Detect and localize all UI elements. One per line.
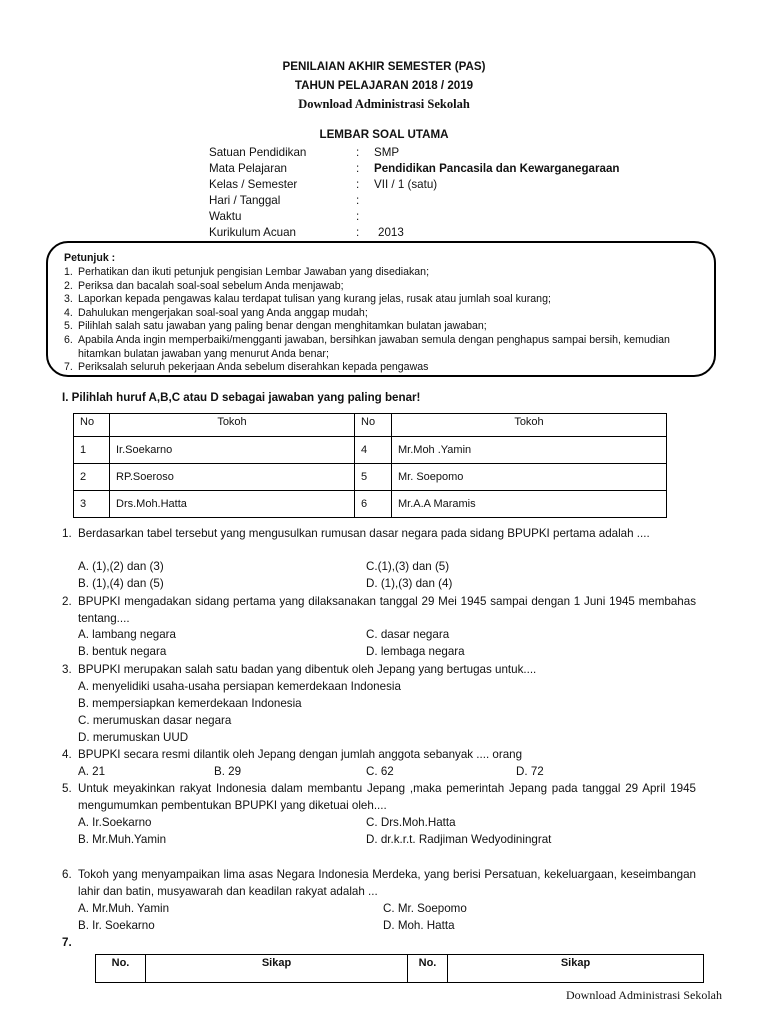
option-c: C. dasar negara: [366, 628, 450, 641]
source-line: Download Administrasi Sekolah: [298, 97, 470, 111]
option-a: A. 21: [78, 765, 106, 778]
instructions-box: [46, 241, 716, 377]
question-2: 2. BPUPKI mengadakan sidang pertama yang dilaksanakan tanggal 29 Mei 1945 sampai dengan 1 Juni 1945 membahas tentang....: [62, 595, 696, 625]
option-c: C. Mr. Soepomo: [383, 902, 467, 915]
instruction-item: 1. Perhatikan dan ikuti petunjuk pengisian Lembar Jawaban yang disediakan;: [64, 266, 430, 278]
question-6: 6. Tokoh yang menyampaikan lima asas Negara Indonesia Merdeka, yang berisi Persatuan, kekeluargaan, keseimbangan lahir dan batin, musyawarah dan keadilan rakyat adalah ...: [62, 868, 696, 898]
instruction-item: 6. Apabila Anda ingin memperbaiki/mengganti jawaban, bersihkan jawaban semula dengan penghapus sampai bersih, kemudian hitamkan bulatan jawaban yang menurut Anda benar;: [64, 333, 670, 360]
page-footer: Download Administrasi Sekolah: [566, 988, 722, 1002]
option-b: B. 29: [214, 765, 242, 778]
table-header-row: No. Sikap No. Sikap: [96, 955, 704, 983]
option-b: B. (1),(4) dan (5): [78, 577, 164, 590]
option-b: B. mempersiapkan kemerdekaan Indonesia: [78, 697, 302, 710]
table-row: 1 Ir.Soekarno 4 Mr.Moh .Yamin: [74, 437, 667, 464]
question-3: 3. BPUPKI merupakan salah satu badan yang dibentuk oleh Jepang yang bertugas untuk....: [62, 663, 537, 676]
instruction-item: 7. Periksalah seluruh pekerjaan Anda sebelum diserahkan kepada pengawas: [64, 361, 429, 374]
option-c: C.(1),(3) dan (5): [366, 560, 450, 573]
sheet-title: LEMBAR SOAL UTAMA: [319, 128, 449, 141]
document-page: PENILAIAN AKHIR SEMESTER (PAS) TAHUN PELAJARAN 2018 / 2019 Download Administrasi Sekolah LEMBAR SOAL UTAMA Satuan Pendidikan : SMP Mata Pelajaran : Pendidikan Pancasila dan Kewarganegaraan Kelas / Semester : VII / 1 (satu) Hari / Tanggal : Waktu : Kurikulum Acuan : 2013 Petunjuk : 1. Perhatikan dan ikuti petunjuk pengisian Lembar Jawaban yang disediakan; 2. Periksa dan bacalah soal-soal sebelum Anda menjawab; 3. Laporkan kepada pengawas kalau terdapat tulisan yang kurang jelas, rusak atau jumlah soal kurang; 4. Dahulukan mengerjakan soal-soal yang Anda anggap mudah; 5. Pilihlah salah satu jawaban yang paling benar dengan menghitamkan bulatan jawaban; 6. Apabila Anda ingin memperbaiki/mengganti jawaban, bersihkan jawaban semula dengan penghapus sampai bersih, kemudian hitamkan bulatan jawaban yang menurut Anda benar; 7. Periksalah seluruh pekerjaan Anda sebelum diserahkan kepada pengawas I. Pilihlah huruf A,B,C atau D sebagai jawaban yang paling benar! No Tokoh No Tokoh 1 Ir.Soekarno 4 Mr.Moh .Yamin 2 RP.Soeroso 5 Mr. Soepomo 3 Drs.Moh.Hatta 6 Mr.A.A Maramis 1. Berdasarkan tabel tersebut yang mengusulkan rumusan dasar negara pada sidang BPUPKI pertama adalah .... A. (1),(2) dan (3) C.(1),(3) dan (5) B. (1),(4) dan (5) D. (1),(3) dan (4) 2. BPUPKI mengadakan sidang pertama yang dilaksanakan tanggal 29 Mei 1945 sampai dengan 1 Juni 1945 membahas tentang.... A. lambang negara C. dasar negara B. bentuk negara D. lembaga negara 3. BPUPKI merupakan salah satu badan yang dibentuk oleh Jepang yang bertugas untuk.... A. menyelidiki usaha-usaha persiapan kemerdekaan Indonesia B. mempersiapkan kemerdekaan Indonesia C. merumuskan dasar negara D. merumuskan UUD 4. BPUPKI secara resmi dilantik oleh Jepang dengan jumlah anggota sebanyak .... orang A. 21 B. 29 C. 62 D. 72 5. Untuk meyakinkan rakyat Indonesia dalam membantu Jepang ,maka pemerintah Jepang pada tanggal 29 April 1945 mengumumkan pembentukan BPUPKI yang diketuai oleh.... A. Ir.Soekarno C. Drs.Moh.Hatta B. Mr.Muh.Yamin D. dr.k.r.t. Radjiman Wedyodiningrat 6. Tokoh yang menyampaikan lima asas Negara Indonesia Merdeka, yang berisi Persatuan, kekeluargaan, keseimbangan lahir dan batin, musyawarah dan keadilan rakyat adalah ... A. Mr.Muh. Yamin C. Mr. Soepomo B. Ir. Soekarno D. Moh. Hatta 7. No. Sikap No. Sikap Download Administrasi Sekolah: [0, 0, 768, 1024]
instructions-title: Petunjuk :: [64, 252, 116, 264]
option-d: D. lembaga negara: [366, 645, 465, 658]
instructions-list: [64, 266, 700, 375]
sikap-table: [95, 954, 704, 983]
instruction-item: 3. Laporkan kepada pengawas kalau terdapat tulisan yang kurang jelas, rusak atau jumlah soal kurang;: [64, 293, 551, 306]
option-d: D. Moh. Hatta: [383, 919, 455, 932]
instruction-item: 2. Periksa dan bacalah soal-soal sebelum Anda menjawab;: [64, 279, 344, 292]
question-4: 4. BPUPKI secara resmi dilantik oleh Jepang dengan jumlah anggota sebanyak .... orang: [62, 748, 523, 761]
option-b: B. bentuk negara: [78, 645, 167, 658]
option-d: D. (1),(3) dan (4): [366, 577, 453, 590]
option-a: A. (1),(2) dan (3): [78, 560, 164, 573]
option-d: D. dr.k.r.t. Radjiman Wedyodiningrat: [366, 833, 552, 846]
table-header-row: No Tokoh No Tokoh: [74, 414, 667, 437]
section-heading: I. Pilihlah huruf A,B,C atau D sebagai jawaban yang paling benar!: [62, 391, 421, 404]
option-d: D. 72: [516, 765, 544, 778]
question-1: 1. Berdasarkan tabel tersebut yang mengusulkan rumusan dasar negara pada sidang BPUPKI pertama adalah ....: [62, 527, 650, 540]
tokoh-table: [73, 413, 667, 518]
option-d: D. merumuskan UUD: [78, 731, 189, 744]
option-c: C. Drs.Moh.Hatta: [366, 816, 456, 829]
option-a: A. Mr.Muh. Yamin: [78, 902, 170, 915]
option-c: C. merumuskan dasar negara: [78, 714, 232, 727]
table-row: 2 RP.Soeroso 5 Mr. Soepomo: [74, 464, 667, 491]
option-c: C. 62: [366, 765, 394, 778]
option-b: B. Ir. Soekarno: [78, 919, 155, 932]
school-year: TAHUN PELAJARAN 2018 / 2019: [294, 79, 474, 92]
exam-title: PENILAIAN AKHIR SEMESTER (PAS): [282, 60, 486, 73]
question-5: 5. Untuk meyakinkan rakyat Indonesia dalam membantu Jepang ,maka pemerintah Jepang pada tanggal 29 April 1945 mengumumkan pembentukan BPUPKI yang diketuai oleh....: [62, 782, 696, 812]
instruction-item: 4. Dahulukan mengerjakan soal-soal yang Anda anggap mudah;: [64, 306, 368, 319]
option-b: B. Mr.Muh.Yamin: [78, 833, 167, 846]
option-a: A. Ir.Soekarno: [78, 816, 152, 829]
option-a: A. lambang negara: [78, 628, 176, 641]
instruction-item: 5. Pilihlah salah satu jawaban yang paling benar dengan menghitamkan bulatan jawaban;: [64, 320, 487, 333]
table-row: 3 Drs.Moh.Hatta 6 Mr.A.A Maramis: [74, 491, 667, 518]
option-a: A. menyelidiki usaha-usaha persiapan kemerdekaan Indonesia: [78, 680, 401, 693]
